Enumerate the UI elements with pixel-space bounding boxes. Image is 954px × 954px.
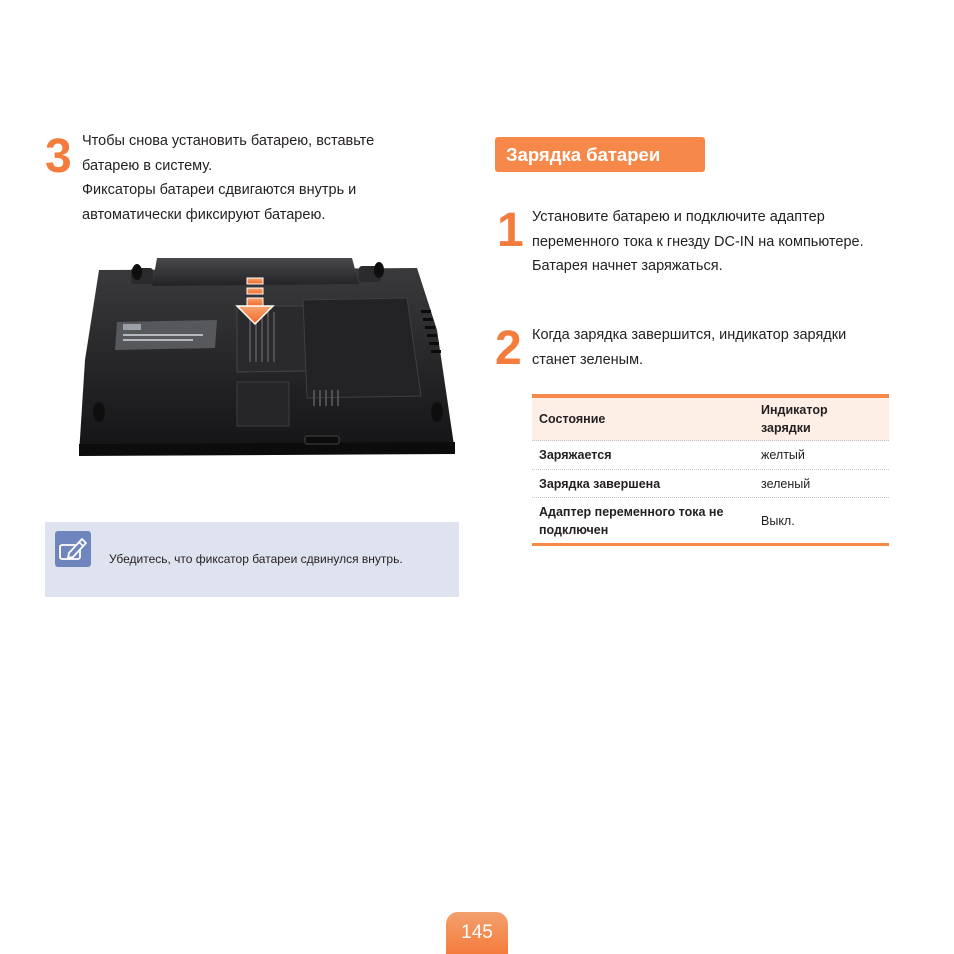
step-1-line-3: Батарея начнет заряжаться. (532, 258, 723, 274)
header-indicator-line-1: Индикатор (761, 403, 828, 417)
step-1-line-1: Установите батарею и подключите адаптер (532, 209, 825, 225)
table-header-row (532, 398, 889, 441)
row-state-line-1: Адаптер переменного тока не (539, 504, 724, 519)
table-bottom-rule (532, 543, 889, 546)
header-indicator-line-2: зарядки (761, 421, 811, 435)
row-state-line-2: подключен (539, 522, 609, 537)
step-1-line-2: переменного тока к гнезду DC-IN на компьютере. (532, 233, 864, 250)
row-indicator: желтый (761, 448, 805, 462)
table-row (532, 441, 889, 470)
laptop-bottom-illustration (77, 240, 459, 458)
table-row (532, 470, 889, 498)
step-1-number: 1 (497, 204, 524, 257)
step-3-line-1: Чтобы снова установить батарею, вставьте (82, 133, 375, 149)
header-indicator (761, 401, 889, 437)
step-3-line-4: автоматически фиксируют батарею. (82, 206, 326, 223)
step-3-line-3: Фиксаторы батареи сдвигаются внутрь и (82, 182, 357, 198)
row-indicator: зеленый (761, 476, 811, 491)
section-title: Зарядка батареи (495, 137, 705, 172)
pencil-note-icon (55, 531, 91, 567)
step-2-line-2: станет зеленым. (532, 351, 644, 368)
step-3-number: 3 (45, 130, 72, 183)
note-text: Убедитесь, что фиксатор батареи сдвинулся внутрь. (109, 552, 403, 566)
row-indicator: Выкл. (761, 513, 795, 528)
step-3-line-2: батарею в систему. (82, 157, 213, 174)
step-2-text (532, 323, 846, 372)
charging-status-table (532, 394, 889, 546)
step-1-text (532, 205, 864, 279)
step-2-number: 2 (495, 322, 522, 375)
step-2-line-1: Когда зарядка завершится, индикатор зарядки (532, 327, 847, 343)
table-row (532, 498, 889, 543)
row-state: Зарядка завершена (539, 476, 661, 491)
row-state (532, 503, 761, 539)
page-number: 145 (446, 912, 508, 954)
header-state: Состояние (539, 412, 606, 426)
step-3-text (82, 129, 374, 227)
row-state: Заряжается (539, 448, 612, 462)
